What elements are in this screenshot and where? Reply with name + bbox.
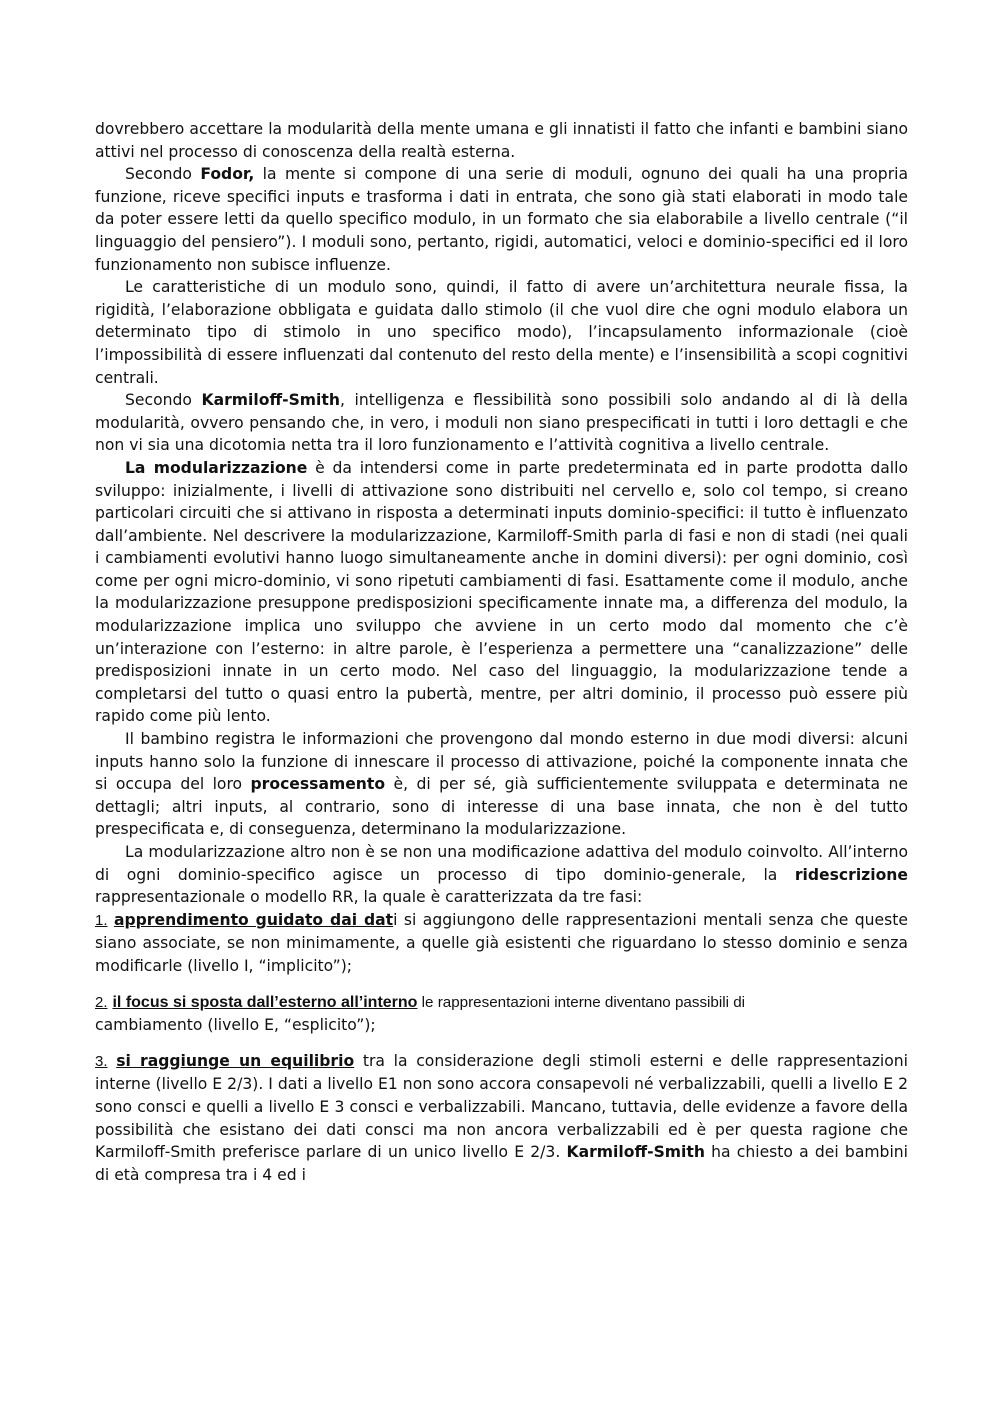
- paragraph-text: dovrebbero accettare la modularità della mente umana e gli innatisti il fatto che infanti e bambini siano attivi nel processo di conoscenza della realtà esterna.: [95, 120, 908, 161]
- bold-term-fodor: Fodor,: [200, 165, 255, 184]
- paragraph-text: Le caratteristiche di un modulo sono, quindi, il fatto di avere un’architettura neurale fissa, la rigidità, l’elaborazione obbligata e guidata dallo stimolo (il che vuol dire che ogni modulo elabora un determinato tipo di stimolo in uno specifico modo), l’incapsulamento informazionale (cioè l’impossibilità di essere influenzati dal contenuto del resto della mente) e l’insensibilità a scopi cognitivi centrali.: [95, 278, 908, 387]
- phase-title: si raggiunge un equilibrio: [116, 1051, 355, 1070]
- bold-term-modularizzazione: La modularizzazione: [125, 458, 308, 477]
- paragraph-module-features: [95, 276, 908, 389]
- paragraph-text: Secondo: [125, 165, 201, 184]
- list-item-phase-2: [95, 991, 908, 1037]
- list-item-text: i si aggiungono delle rappresentazioni mentali senza che queste siano associate, se non minimamente, a quelle già esistenti che riguardano lo stesso dominio e senza modificarle (livello I, “implicito”);: [95, 910, 908, 975]
- paragraph-text: rappresentazionale o modello RR, la quale è caratterizzata da tre fasi:: [95, 888, 643, 907]
- paragraph-bambino-registra: [95, 728, 908, 841]
- list-item-text: ha chiesto a dei bambini di età compresa tra i 4 ed i: [95, 1143, 909, 1184]
- document-page: [95, 118, 908, 1186]
- phase-title: il focus si sposta dall’esterno all’interno: [112, 993, 418, 1011]
- list-item-phase-3: [95, 1050, 908, 1187]
- paragraph-karmiloff-smith: [95, 389, 908, 457]
- paragraph-fodor: [95, 163, 908, 276]
- paragraph-text: Il bambino registra le informazioni che provengono dal mondo esterno in due modi diversi: alcuni inputs hanno solo la funzione di innescare il processo di attivazione, poiché la componente innata che si occupa del loro: [95, 730, 908, 794]
- list-item-text: cambiamento (livello E, “esplicito”);: [95, 1016, 376, 1035]
- list-item-phase-1: [95, 909, 908, 978]
- bold-term-karmiloff-smith: Karmiloff-Smith: [201, 391, 340, 410]
- bold-term-processamento: processamento: [250, 775, 386, 794]
- list-number: 1.: [95, 911, 108, 929]
- bold-term-ridescrizione: ridescrizione: [794, 865, 908, 884]
- paragraph-ridescrizione: [95, 841, 908, 909]
- list-item-text: le rappresentazioni interne diventano passibili di: [417, 993, 746, 1011]
- bold-term-karmiloff-smith: Karmiloff-Smith: [566, 1143, 705, 1162]
- paragraph-text: la mente si compone di una serie di moduli, ognuno dei quali ha una propria funzione, riceve specifici inputs e trasforma i dati in entrata, che sono già stati elaborati in modo tale da poter essere letti da quello specifico modulo, in un formato che sia elaborabile a livello centrale (“il linguaggio del pensiero”). I moduli sono, pertanto, rigidi, automatici, veloci e dominio-specifici ed il loro funzionamento non subisce influenze.: [95, 165, 909, 274]
- paragraph-text: , intelligenza e flessibilità sono possibili solo andando al di là della modularità, ovvero pensando che, in vero, i moduli non siano prespecificati in tutti i loro dettagli e che non vi sia una dicotomia netta tra il loro funzionamento e l’attività cognitiva a livello centrale.: [95, 391, 908, 455]
- phase-title: apprendimento guidato dai dat: [113, 910, 394, 929]
- list-number: 2.: [95, 993, 108, 1011]
- paragraph-text: La modularizzazione altro non è se non una modificazione adattiva del modulo coinvolto. All’interno di ogni dominio-specifico agisce un processo di tipo dominio-generale, la: [95, 843, 908, 884]
- paragraph-text: è, di per sé, già sufficientemente sviluppata e determinata ne dettagli; altri inputs, al contrario, sono di interesse di una base innata, che non è del tutto prespecificata e, di conseguenza, determinano la modularizzazione.: [95, 775, 908, 839]
- list-number: 3.: [95, 1052, 108, 1070]
- paragraph-text: è da intendersi come in parte predeterminata ed in parte prodotta dallo sviluppo: inizialmente, i livelli di attivazione sono distribuiti nel cervello e, solo col tempo, si creano particolari circuiti che si attivano in risposta a determinati inputs dominio-specifici: il tutto è influenzato dall’ambiente. Nel descrivere la modularizzazione, Karmiloff-Smith parla di fasi e non di stadi (nei quali i cambiamenti evolutivi hanno luogo simultaneamente anche in domini diversi): per ogni dominio, così come per ogni micro-dominio, vi sono ripetuti cambiamenti di fasi. Esattamente come il modulo, anche la modularizzazione presuppone predisposizioni specificamente innate ma, a differenza del modulo, la modularizzazione implica uno sviluppo che avviene in un certo modo dal momento che c’è un’interazione con l’esterno: in altre parole, è l’esperienza a permettere una “canalizzazione” delle predisposizioni innate in un certo modo. Nel caso del linguaggio, la modularizzazione tende a completarsi del tutto o quasi entro la pubertà, mentre, per altri dominio, il processo può essere più rapido come più lento.: [95, 458, 908, 726]
- paragraph-modularizzazione: [95, 457, 908, 728]
- paragraph-text: Secondo: [125, 391, 202, 410]
- paragraph-intro-continuation: [95, 118, 908, 163]
- list-item-text: tra la considerazione degli stimoli esterni e delle rappresentazioni interne (livello E 2/3). I dati a livello E1 non sono accora consapevoli né verbalizzabili, quelli a livello E 2 sono consci e quelli a livello E 3 consci e verbalizzabili. Mancano, tuttavia, delle evidenze a favore della possibilità che esistano dei dati consci ma non ancora verbalizzabili ed è per questa ragione che Karmiloff-Smith preferisce parlare di un unico livello E 2/3.: [95, 1051, 908, 1162]
